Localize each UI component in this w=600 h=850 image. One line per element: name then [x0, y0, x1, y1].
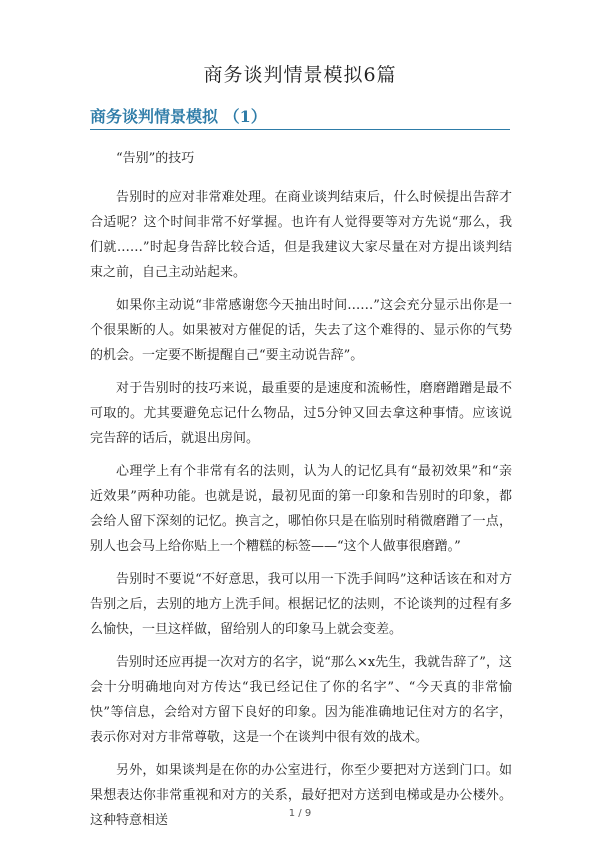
document-title: 商务谈判情景模拟6篇: [203, 64, 397, 86]
paragraph: 如果你主动说“非常感谢您今天抽出时间……”这会充分显示出你是一个很果断的人。如果被对方催促的话，失去了这个难得的、显示你的气势的机会。一定要不断提醒自己“要主动说告辞”。: [90, 298, 512, 363]
section-heading: 商务谈判情景模拟 （1）: [90, 104, 510, 130]
paragraph: 对于告别时的技巧来说，最重要的是速度和流畅性，磨磨蹭蹭是最不可取的。尤其要避免忘记什么物品，过5分钟又回去拿这种事情。应该说完告辞的话后，就退出房间。: [90, 381, 512, 446]
document-body: [90, 146, 512, 841]
subtitle: “告别”的技巧: [116, 151, 195, 166]
paragraph: 心理学上有个非常有名的法则，认为人的记忆具有“最初效果”和“亲近效果”两种功能。也就是说，最初见面的第一印象和告别时的印象，都会给人留下深刻的记忆。换言之，哪怕你只是在临别时稍微磨蹭了一点，别人也会马上给你贴上一个糟糕的标签——“这个人做事很磨蹭。”: [90, 464, 512, 554]
paragraph: 告别时还应再提一次对方的名字，说“那么×x先生，我就告辞了”，这会十分明确地向对方传达“我已经记住了你的名字”、“今天真的非常愉快”等信息，会给对方留下良好的印象。因为能准确地记住对方的名字，表示你对对方非常尊敬，这是一个在谈判中很有效的战术。: [90, 655, 512, 745]
paragraph: 另外，如果谈判是在你的办公室进行，你至少要把对方送到门口。如果想表达你非常重视和对方的关系，最好把对方送到电梯或是办公楼外。这种特意相送: [90, 763, 512, 828]
paragraph: 告别时不要说“不好意思，我可以用一下洗手间吗”这种话该在和对方告别之后，去别的地方上洗手间。根据记忆的法则，不论谈判的过程有多么愉快，一旦这样做，留给别人的印象马上就会变差。: [90, 572, 512, 637]
paragraph: 告别时的应对非常难处理。在商业谈判结束后，什么时候提出告辞才合适呢？这个时间非常不好掌握。也许有人觉得要等对方先说“那么，我们就……”时起身告辞比较合适，但是我建议大家尽量在对方提出谈判结束之前，自己主动站起来。: [90, 190, 512, 280]
page-number: 1 / 9: [288, 808, 312, 819]
